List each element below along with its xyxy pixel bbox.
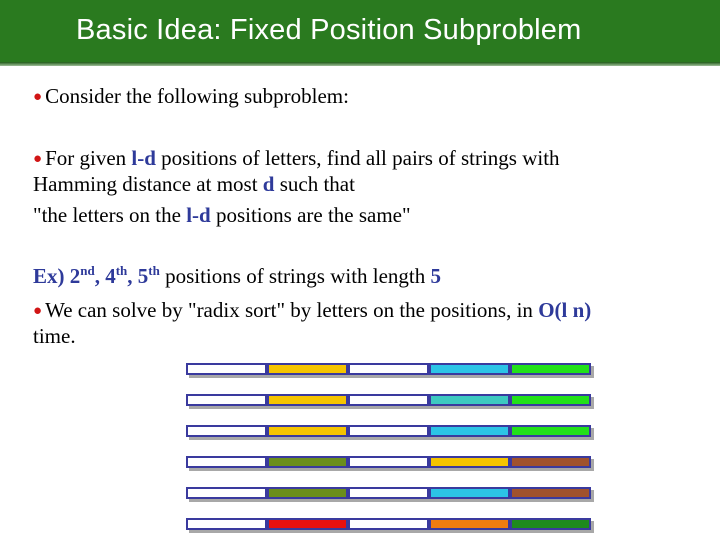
- string-letter-cell: [348, 518, 429, 530]
- line-3: [33, 172, 355, 196]
- bullet-icon: ●: [33, 89, 43, 105]
- string-row: [186, 363, 591, 375]
- string-letter-cell: [348, 487, 429, 499]
- string-letter-cell: [510, 363, 591, 375]
- line1-text: Consider the following subproblem:: [45, 84, 349, 108]
- line7-text: time.: [33, 324, 76, 348]
- line3-text-c: such that: [274, 172, 355, 196]
- string-letter-cell: [348, 425, 429, 437]
- bullet-line-2: [33, 146, 560, 173]
- bullet-icon: ●: [33, 303, 43, 319]
- line4-emphasis: l-d: [186, 203, 211, 227]
- string-row: [186, 487, 591, 499]
- string-letter-cell: [429, 394, 510, 406]
- string-letter-cell: [348, 456, 429, 468]
- string-row: [186, 394, 591, 406]
- string-letter-cell: [186, 487, 267, 499]
- string-letter-cell: [510, 456, 591, 468]
- string-letter-cell: [186, 363, 267, 375]
- string-letter-cell: [186, 518, 267, 530]
- string-letter-cell: [429, 456, 510, 468]
- line4-text-c: positions are the same": [210, 203, 411, 227]
- line3-emphasis: d: [262, 172, 275, 196]
- string-row: [186, 425, 591, 437]
- line-7: [33, 324, 76, 348]
- string-letter-cell: [267, 363, 348, 375]
- line2-text-a: For given: [45, 146, 132, 170]
- string-letter-cell: [267, 487, 348, 499]
- string-letter-cell: [186, 394, 267, 406]
- string-letter-cell: [429, 487, 510, 499]
- string-letter-cell: [429, 518, 510, 530]
- ex-text: positions of strings with length: [159, 264, 431, 288]
- string-letter-cell: [510, 425, 591, 437]
- example-line: [33, 264, 441, 288]
- ex-pos-5: , 5: [127, 264, 149, 288]
- string-letter-cell: [510, 487, 591, 499]
- line6-text-a: We can solve by "radix sort" by letters on the positions, in: [45, 298, 539, 322]
- line2-text-c: positions of letters, find all pairs of strings with: [155, 146, 560, 170]
- ex-sup-th-1: th: [115, 263, 128, 278]
- ex-label: Ex) 2: [33, 264, 81, 288]
- line4-text-a: "the letters on the: [33, 203, 187, 227]
- bullet-icon: ●: [33, 151, 43, 167]
- string-letter-cell: [267, 394, 348, 406]
- string-letter-cell: [510, 518, 591, 530]
- line2-emphasis: l-d: [131, 146, 156, 170]
- string-letter-cell: [429, 363, 510, 375]
- string-letter-cell: [186, 456, 267, 468]
- ex-sup-th-2: th: [148, 263, 160, 278]
- string-row: [186, 518, 591, 530]
- string-letter-cell: [267, 425, 348, 437]
- ex-length: 5: [430, 264, 442, 288]
- bullet-line-1: [33, 84, 349, 111]
- ex-pos-4: , 4: [94, 264, 116, 288]
- string-letter-cell: [267, 456, 348, 468]
- ex-sup-nd: nd: [80, 263, 95, 278]
- string-row: [186, 456, 591, 468]
- string-letter-cell: [186, 425, 267, 437]
- line-4: [33, 203, 411, 227]
- title-bar-shadow: [0, 62, 720, 66]
- bullet-line-6: [33, 298, 591, 325]
- slide-title: Basic Idea: Fixed Position Subproblem: [76, 14, 582, 46]
- string-letter-cell: [348, 394, 429, 406]
- string-letter-cell: [510, 394, 591, 406]
- line6-complexity: O(l n): [538, 298, 592, 322]
- line3-text-a: Hamming distance at most: [33, 172, 263, 196]
- string-letter-cell: [348, 363, 429, 375]
- string-letter-cell: [429, 425, 510, 437]
- string-letter-cell: [267, 518, 348, 530]
